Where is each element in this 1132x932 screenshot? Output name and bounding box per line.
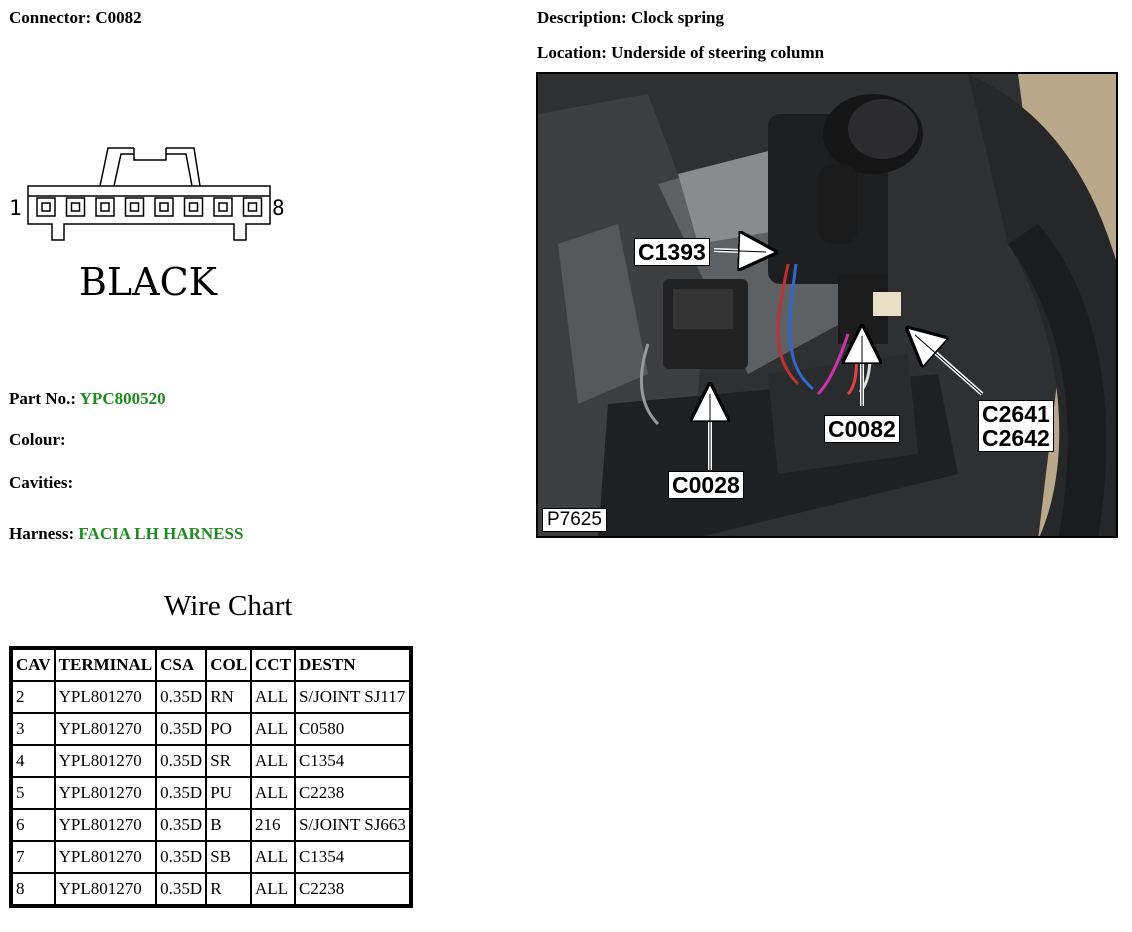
connector-cavity [244, 198, 262, 216]
wire-chart-row [12, 809, 410, 841]
cell-col: R [206, 873, 251, 905]
connector-cavity-terminal [42, 203, 50, 211]
cell-csa: 0.35D [156, 873, 206, 905]
steering-column-illustration [538, 74, 1118, 538]
cell-csa: 0.35D [156, 713, 206, 745]
description-label: Description: [537, 8, 627, 27]
connector-cavity [67, 198, 85, 216]
cell-destn: C0580 [295, 713, 410, 745]
connector-cavity-terminal [219, 203, 227, 211]
connector-cavity [126, 198, 144, 216]
connector-cavity-terminal [101, 203, 109, 211]
cell-cav: 8 [12, 873, 55, 905]
connector-cavity-terminal [131, 203, 139, 211]
wire-chart-title: Wire Chart [164, 590, 293, 622]
wire-chart-table [9, 646, 413, 908]
connector-value: C0082 [95, 8, 142, 27]
header-cav: CAV [12, 649, 55, 681]
cell-csa: 0.35D [156, 777, 206, 809]
cell-cav: 2 [12, 681, 55, 713]
cell-cct: ALL [251, 745, 295, 777]
description-value: Clock spring [630, 8, 725, 27]
cell-cct: ALL [251, 681, 295, 713]
connector-cavity [185, 198, 203, 216]
cell-col: PO [206, 713, 251, 745]
cell-csa: 0.35D [156, 681, 206, 713]
header-terminal: TERMINAL [55, 649, 157, 681]
cell-terminal: YPL801270 [55, 745, 157, 777]
cell-terminal: YPL801270 [55, 681, 157, 713]
cell-destn: C2238 [295, 777, 410, 809]
connector-cavity [37, 198, 55, 216]
cell-cav: 6 [12, 809, 55, 841]
connector-cavity-terminal [160, 203, 168, 211]
connector-cavity-terminal [72, 203, 80, 211]
cell-cct: ALL [251, 713, 295, 745]
connector-cavity-terminal [190, 203, 198, 211]
connector-cavity [155, 198, 173, 216]
cell-csa: 0.35D [156, 745, 206, 777]
cell-terminal: YPL801270 [55, 841, 157, 873]
cell-cav: 5 [12, 777, 55, 809]
cell-col: RN [206, 681, 251, 713]
wire-chart-row [12, 777, 410, 809]
header-destn: DESTN [295, 649, 410, 681]
connector-cavity [214, 198, 232, 216]
wire-chart-row [12, 873, 410, 905]
cell-cav: 3 [12, 713, 55, 745]
cell-col: B [206, 809, 251, 841]
cell-col: SR [206, 745, 251, 777]
wire-chart-header-row [12, 649, 410, 681]
cavities-field [9, 473, 73, 493]
connector-field [9, 8, 142, 28]
connector-cavity-terminal [249, 203, 257, 211]
location-photo [536, 72, 1118, 538]
connector-label: Connector: [9, 8, 92, 27]
wire-chart-row [12, 713, 410, 745]
part-no-label: Part No.: [9, 389, 77, 408]
cell-col: PU [206, 777, 251, 809]
header-col: COL [206, 649, 251, 681]
pin-number-last: 8 [272, 196, 285, 220]
cell-cav: 4 [12, 745, 55, 777]
connector-color-label: BLACK [79, 260, 218, 304]
cell-cct: ALL [251, 777, 295, 809]
callout-c2642: C2642 [982, 425, 1050, 451]
harness-value: FACIA LH HARNESS [78, 524, 244, 543]
wire-chart-row [12, 681, 410, 713]
callout-c2641: C2641 [982, 401, 1050, 427]
callout-c0082: C0082 [824, 415, 900, 443]
cell-csa: 0.35D [156, 809, 206, 841]
cavities-label: Cavities: [9, 473, 74, 492]
wire-chart-row [12, 841, 410, 873]
cell-cav: 7 [12, 841, 55, 873]
wire-chart-row [12, 745, 410, 777]
callout-c0028: C0028 [668, 471, 744, 499]
cell-terminal: YPL801270 [55, 777, 157, 809]
callout-c1393: C1393 [634, 238, 710, 266]
cell-destn: C1354 [295, 841, 410, 873]
harness-field [9, 524, 243, 544]
header-cct: CCT [251, 649, 295, 681]
photo-reference: P7625 [542, 508, 607, 532]
cell-destn: C2238 [295, 873, 410, 905]
location-field [537, 43, 824, 63]
cell-terminal: YPL801270 [55, 873, 157, 905]
connector-cavity [96, 198, 114, 216]
harness-label: Harness: [9, 524, 75, 543]
pin-number-first: 1 [9, 196, 22, 220]
cell-destn: S/JOINT SJ663 [295, 809, 410, 841]
cell-destn: C1354 [295, 745, 410, 777]
colour-label: Colour: [9, 430, 66, 449]
cell-terminal: YPL801270 [55, 809, 157, 841]
cell-cct: 216 [251, 809, 295, 841]
description-field [537, 8, 724, 28]
header-csa: CSA [156, 649, 206, 681]
callout-c2641-c2642 [978, 400, 1054, 452]
cell-cct: ALL [251, 841, 295, 873]
colour-field [9, 430, 66, 450]
connector-face-diagram [8, 140, 298, 310]
location-value: Underside of steering column [611, 43, 825, 62]
location-label: Location: [537, 43, 607, 62]
cell-col: SB [206, 841, 251, 873]
part-no-field [9, 389, 166, 409]
cell-cct: ALL [251, 873, 295, 905]
part-no-value: YPC800520 [79, 389, 166, 408]
cell-destn: S/JOINT SJ117 [295, 681, 410, 713]
cell-terminal: YPL801270 [55, 713, 157, 745]
cell-csa: 0.35D [156, 841, 206, 873]
